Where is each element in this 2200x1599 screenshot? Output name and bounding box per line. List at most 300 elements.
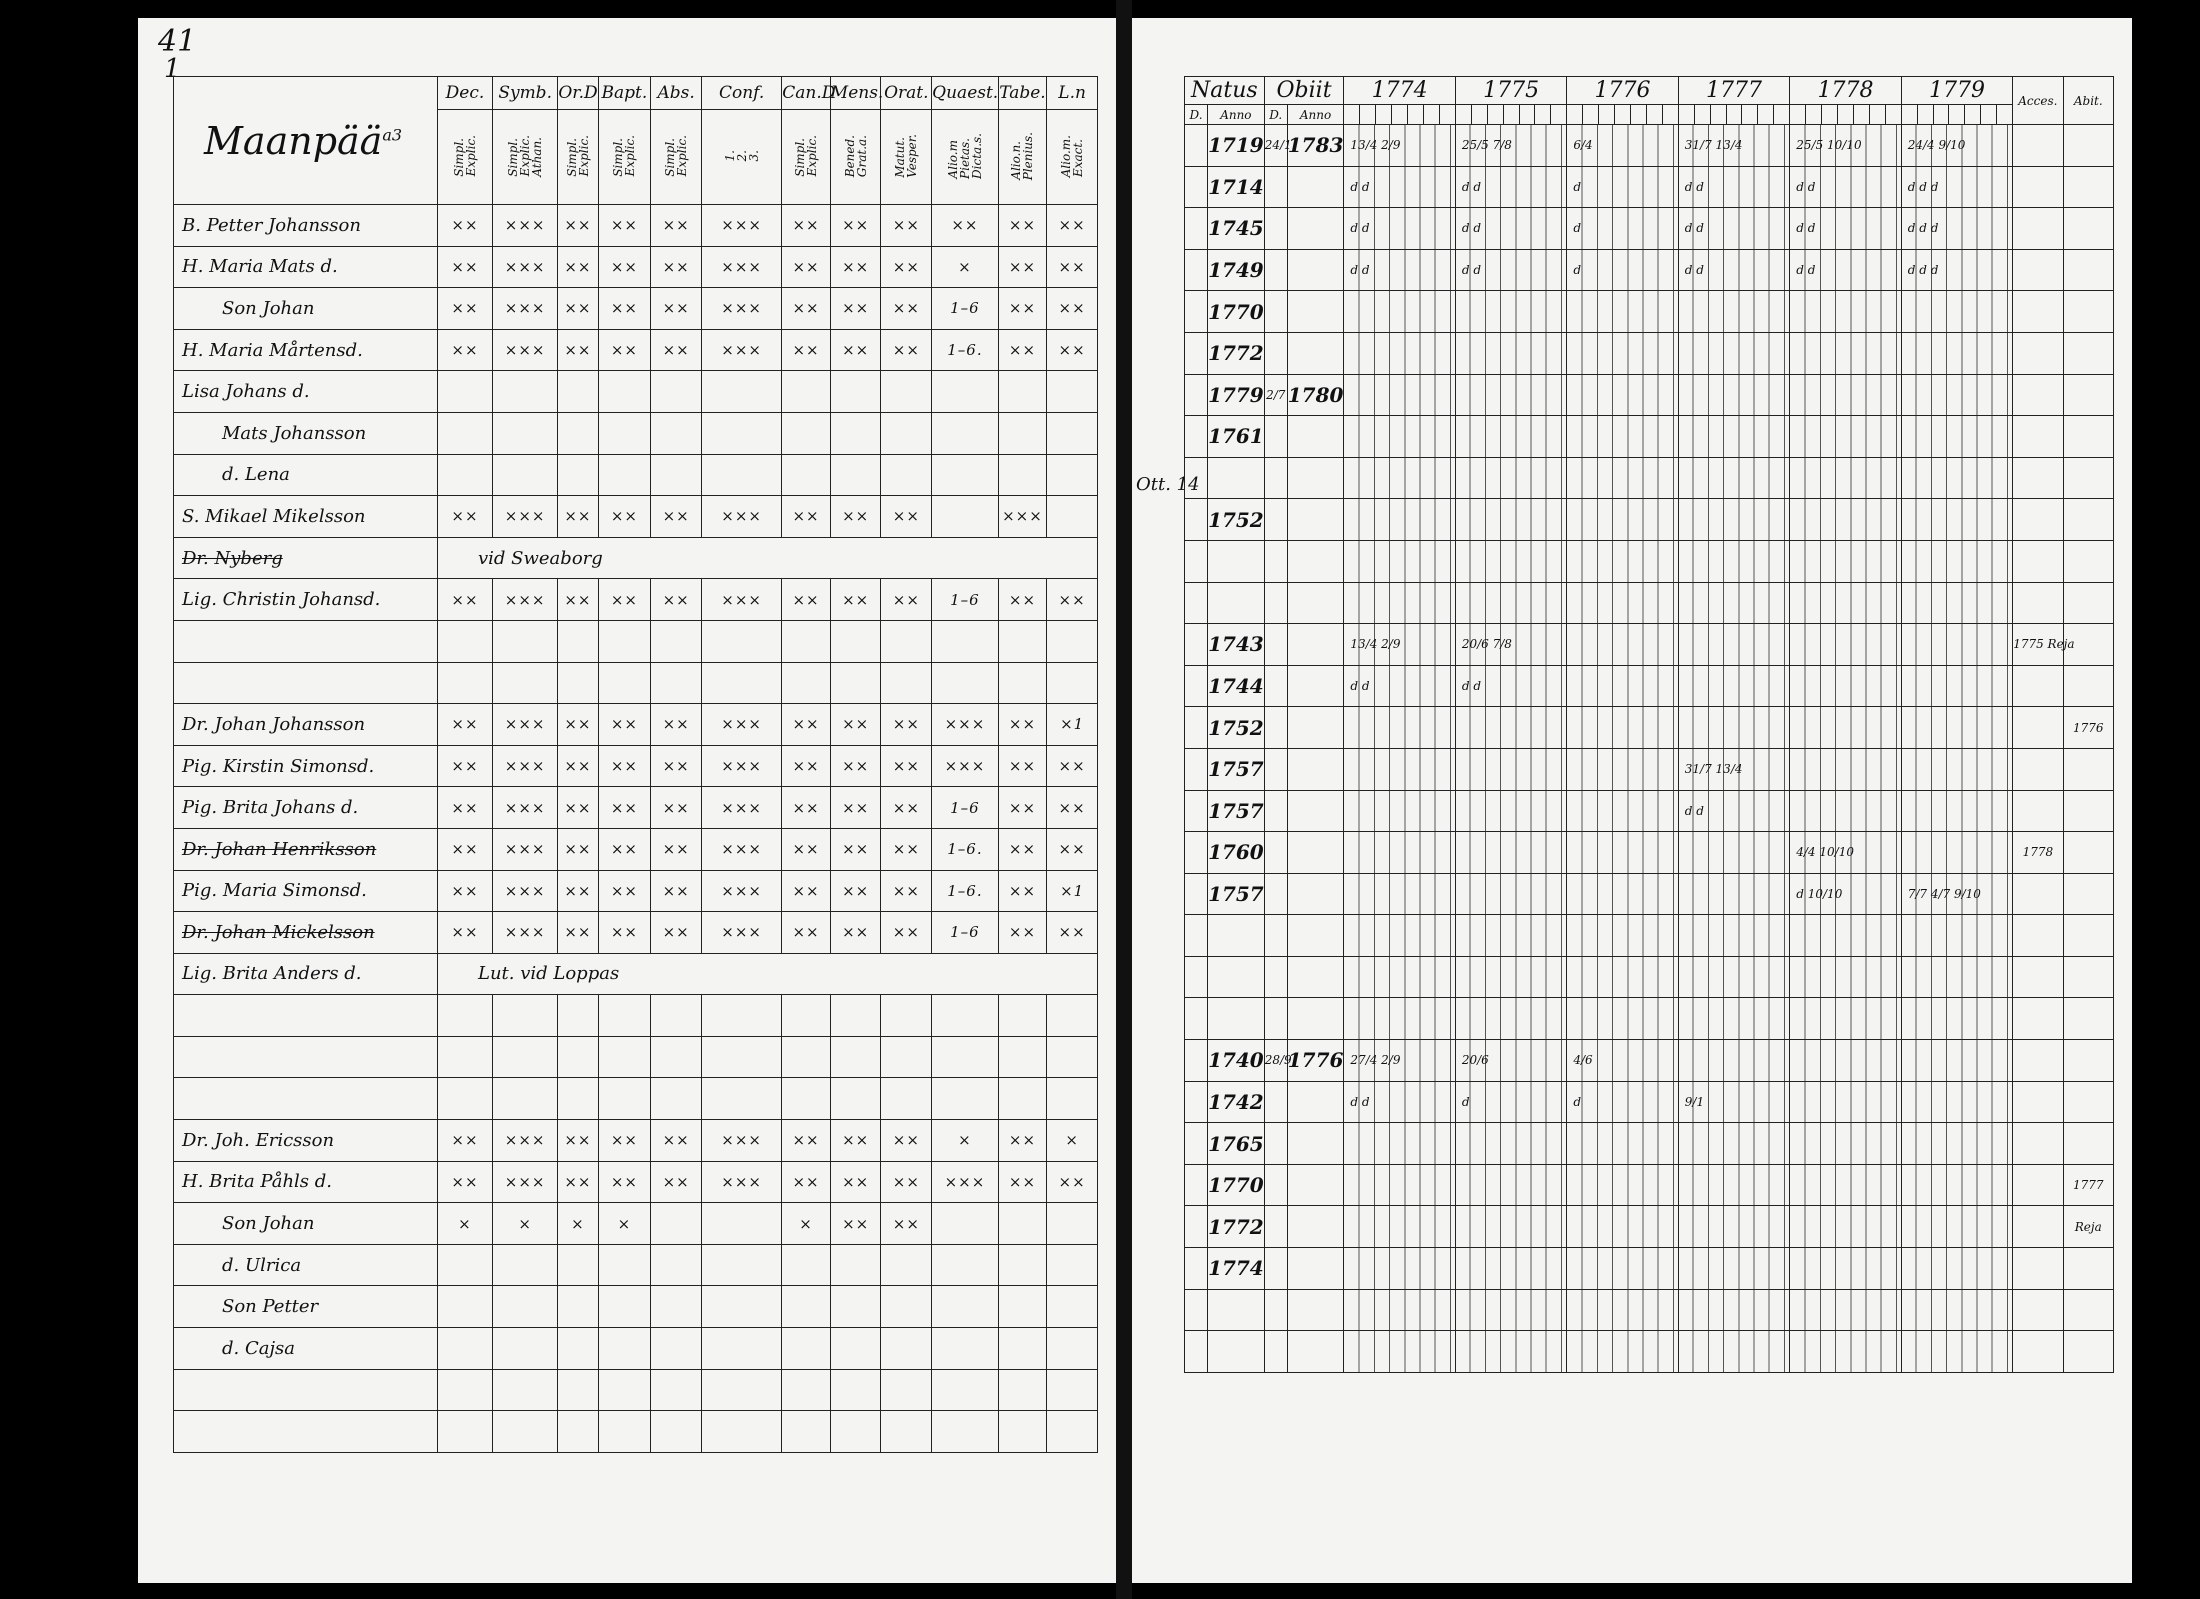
year-attendance [1567,499,1678,541]
year-attendance [1455,374,1566,416]
abiit-note [2063,291,2113,333]
abiit-note [2063,332,2113,374]
death-year [1287,1123,1344,1165]
year-subcolumn [1567,105,1583,125]
exam-mark [438,454,493,496]
year-attendance [1567,457,1678,499]
exam-mark [881,412,932,454]
year-attendance [1455,956,1566,998]
table-row [174,1036,1098,1078]
exam-mark [998,371,1047,413]
death-year [1287,416,1344,458]
birth-year: 1757 [1208,748,1265,790]
year-subcolumn [1423,105,1439,125]
year-subcolumn [1838,105,1854,125]
exam-mark: ×× [998,787,1047,829]
year-attendance: d d [1344,208,1455,250]
year-attendance [1567,582,1678,624]
abiit-note [2063,125,2113,167]
accessit-note [2013,249,2063,291]
table-row [1185,915,2114,957]
exam-mark [438,620,493,662]
exam-mark: × [438,1203,493,1245]
natus-day [1185,1206,1208,1248]
exam-mark [782,662,831,704]
exam-mark [651,1078,702,1120]
year-attendance [1678,873,1789,915]
exam-mark: ×× [830,329,881,371]
abiit-note [2063,748,2113,790]
year-attendance [1455,915,1566,957]
year-attendance [1455,1331,1566,1373]
death-day [1264,998,1287,1040]
exam-mark [598,620,651,662]
table-row [1185,416,2114,458]
year-attendance: 31/7 13/4 [1678,125,1789,167]
year-attendance [1344,998,1455,1040]
year-attendance [1790,707,1901,749]
year-attendance [1567,374,1678,416]
exam-mark: ×× [881,246,932,288]
accessit-note [2013,790,2063,832]
exam-mark [932,496,999,538]
year-attendance [1455,998,1566,1040]
year-attendance [1678,499,1789,541]
exam-mark: ×× [598,745,651,787]
year-subcolumn [1376,105,1392,125]
exam-mark [932,1286,999,1328]
year-attendance: d 10/10 [1790,873,1901,915]
exam-mark [998,1411,1047,1453]
death-day [1264,1164,1287,1206]
year-attendance [1901,457,2012,499]
exam-mark: × [558,1203,598,1245]
table-row [174,704,1098,746]
exam-mark [651,662,702,704]
exam-mark: ×× [830,870,881,912]
year-attendance [1790,1331,1901,1373]
exam-mark: ×× [1047,579,1098,621]
person-name: d. Ulrica [174,1244,438,1286]
exam-mark: ×× [782,496,831,538]
abiit-note [2063,1289,2113,1331]
exam-mark: ×× [1047,329,1098,371]
death-day [1264,291,1287,333]
obiit-header: Obiit [1264,77,1344,105]
exam-mark [830,662,881,704]
exam-mark [598,1286,651,1328]
exam-mark: ×× [881,1161,932,1203]
year-attendance [1567,790,1678,832]
person-name: d. Cajsa [174,1328,438,1370]
year-attendance [1901,956,2012,998]
exam-mark: ××× [492,745,557,787]
column-group-header: Mens. [830,77,881,110]
year-attendance: d d [1790,166,1901,208]
natus-day [1185,956,1208,998]
exam-mark: ×× [438,704,493,746]
birth-year: 1757 [1208,790,1265,832]
column-sub-header [932,110,999,205]
exam-mark: ×× [782,1120,831,1162]
exam-mark [1047,412,1098,454]
exam-mark: ×× [438,787,493,829]
exam-mark [492,995,557,1037]
sub-header-label: Dicta.s. [969,133,984,179]
death-day [1264,1081,1287,1123]
year-subcolumn [1646,105,1662,125]
death-day [1264,1289,1287,1331]
exam-mark: ×× [998,912,1047,954]
exam-mark [558,1078,598,1120]
year-attendance [1901,1289,2012,1331]
exam-mark: ××× [701,704,781,746]
exam-mark: ×× [782,579,831,621]
column-group-header: Or.D [558,77,598,110]
exam-mark [598,454,651,496]
column-sub-header [1047,110,1098,205]
exam-mark: ××× [701,870,781,912]
exam-mark [998,1369,1047,1411]
exam-mark: ×× [881,579,932,621]
sub-header-label: Alio.m [945,140,960,179]
abiit-note [2063,915,2113,957]
death-year [1287,956,1344,998]
abiit-note [2063,582,2113,624]
exam-mark [651,620,702,662]
death-year [1287,1248,1344,1290]
exam-mark: 1–6 [932,912,999,954]
exam-mark: ××× [701,205,781,247]
exam-mark [651,995,702,1037]
year-attendance [1567,748,1678,790]
year-attendance [1344,540,1455,582]
exam-mark: 1–6. [932,329,999,371]
exam-mark [998,412,1047,454]
year-attendance [1678,374,1789,416]
exam-mark [492,1286,557,1328]
year-attendance [1901,332,2012,374]
exam-mark: ×× [598,912,651,954]
sub-header-label: Explic. [623,135,638,177]
death-day [1264,832,1287,874]
exam-mark: ××× [701,1120,781,1162]
abiit-note [2063,416,2113,458]
exam-mark [701,371,781,413]
exam-mark [492,1328,557,1370]
exam-mark: ×× [558,579,598,621]
natus-day [1185,915,1208,957]
natus-day [1185,1289,1208,1331]
natus-day [1185,1164,1208,1206]
column-sub-header [598,110,651,205]
year-attendance [1901,540,2012,582]
abiit-note [2063,956,2113,998]
death-day [1264,1206,1287,1248]
year-attendance [1901,1206,2012,1248]
table-row [1185,624,2114,666]
year-attendance [1790,332,1901,374]
table-row [174,1203,1098,1245]
exam-mark: ××× [492,870,557,912]
exam-mark [881,1411,932,1453]
left-margin-note: Ott. 14 [1136,474,1200,495]
year-attendance: d d d [1901,249,2012,291]
table-row [1185,956,2114,998]
accessit-note [2013,665,2063,707]
exam-mark: ×× [782,246,831,288]
exam-mark [651,1411,702,1453]
year-attendance: 4/6 [1567,1040,1678,1082]
sub-header-label: Bened. [842,134,857,178]
birth-year [1208,998,1265,1040]
accessit-note: 1778 [2013,832,2063,874]
table-row [174,1411,1098,1453]
year-attendance [1344,832,1455,874]
exam-mark [651,1244,702,1286]
year-attendance [1567,707,1678,749]
exam-mark [598,1078,651,1120]
natus-day [1185,540,1208,582]
title-superscript: a3 [382,124,403,144]
year-attendance [1344,956,1455,998]
exam-mark: ×× [558,205,598,247]
exam-mark [881,1036,932,1078]
exam-mark [830,1328,881,1370]
abiit-note: 1776 [2063,707,2113,749]
year-attendance [1567,1248,1678,1290]
natus-day [1185,665,1208,707]
year-attendance [1790,291,1901,333]
exam-mark: ××× [701,496,781,538]
death-year [1287,790,1344,832]
abiit-header: Abit. [2063,77,2113,125]
year-attendance [1344,374,1455,416]
year-attendance: 25/5 10/10 [1790,125,1901,167]
year-attendance [1901,790,2012,832]
accessit-note [2013,291,2063,333]
sub-header-label: Vesper. [905,134,920,178]
person-name: Son Johan [174,1203,438,1245]
year-attendance [1790,665,1901,707]
year-attendance: d d [1455,208,1566,250]
exam-mark: ××× [998,496,1047,538]
column-group-header: Dec. [438,77,493,110]
table-row [174,787,1098,829]
exam-mark [651,1286,702,1328]
year-attendance: 7/7 4/7 9/10 [1901,873,2012,915]
exam-mark [492,620,557,662]
accessit-note [2013,1081,2063,1123]
death-year [1287,499,1344,541]
birth-year [1208,956,1265,998]
accessit-note [2013,1331,2063,1373]
year-subcolumn [1599,105,1615,125]
natus-day [1185,998,1208,1040]
year-subcolumn [1965,105,1981,125]
birth-year [1208,457,1265,499]
year-attendance: d d [1344,249,1455,291]
column-sub-header [830,110,881,205]
exam-mark [1047,1078,1098,1120]
accessit-note [2013,1123,2063,1165]
exam-mark [998,1036,1047,1078]
year-attendance [1567,873,1678,915]
left-page [138,18,1116,1583]
birth-year [1208,540,1265,582]
death-day [1264,332,1287,374]
birth-year: 1743 [1208,624,1265,666]
exam-mark [701,1411,781,1453]
person-name: B. Petter Johansson [174,205,438,247]
exam-mark [651,454,702,496]
column-sub-header [651,110,702,205]
exam-mark: ×× [998,246,1047,288]
exam-mark [651,1328,702,1370]
year-attendance [1790,956,1901,998]
death-year [1287,582,1344,624]
year-attendance: 27/4 2/9 [1344,1040,1455,1082]
year-attendance: 31/7 13/4 [1678,748,1789,790]
year-attendance [1901,1331,2012,1373]
exam-mark [598,1328,651,1370]
table-row [174,912,1098,954]
person-name: Son Johan [174,288,438,330]
catechism-register-table [173,76,1098,1453]
year-attendance [1567,416,1678,458]
death-day [1264,790,1287,832]
year-attendance [1790,540,1901,582]
table-row [174,870,1098,912]
exam-mark [932,662,999,704]
column-sub-header [558,110,598,205]
year-attendance [1901,291,2012,333]
natus-day [1185,1248,1208,1290]
year-subcolumn [1853,105,1869,125]
year-attendance [1678,1206,1789,1248]
death-year [1287,457,1344,499]
exam-mark: ×× [438,205,493,247]
exam-mark: ×× [558,496,598,538]
year-attendance [1790,790,1901,832]
year-attendance [1678,1289,1789,1331]
exam-mark: 1–6 [932,787,999,829]
year-attendance [1344,332,1455,374]
exam-mark [1047,620,1098,662]
year-attendance [1567,998,1678,1040]
exam-mark [998,620,1047,662]
year-attendance [1678,291,1789,333]
year-attendance [1344,748,1455,790]
exam-mark: ××× [492,1120,557,1162]
natus-anno-header: Anno [1208,105,1265,125]
year-attendance [1455,1206,1566,1248]
year-attendance [1901,665,2012,707]
exam-mark: ×× [438,579,493,621]
birth-year: 1719 [1208,125,1265,167]
exam-mark: ×× [782,870,831,912]
death-year [1287,208,1344,250]
column-group-header: Bapt. [598,77,651,110]
exam-mark: ×× [881,1203,932,1245]
exam-mark: ×× [881,205,932,247]
year-attendance [1455,540,1566,582]
exam-mark: ×× [558,870,598,912]
exam-mark: ×× [830,496,881,538]
exam-mark: ×× [1047,205,1098,247]
death-year [1287,998,1344,1040]
year-attendance: 25/5 7/8 [1455,125,1566,167]
year-attendance [1567,540,1678,582]
exam-mark: ××× [492,329,557,371]
exam-mark [598,995,651,1037]
sub-header-label: Pietas. [957,138,972,179]
abiit-note [2063,457,2113,499]
year-subcolumn [1662,105,1678,125]
exam-mark [830,1244,881,1286]
year-attendance: 9/1 [1678,1081,1789,1123]
exam-mark [881,1328,932,1370]
table-row [1185,1081,2114,1123]
abiit-note [2063,873,2113,915]
year-subcolumn [1917,105,1933,125]
year-attendance: d [1567,208,1678,250]
year-attendance [1901,1081,2012,1123]
page-subnumber: 1 [164,54,181,84]
death-day [1264,208,1287,250]
year-attendance [1567,1123,1678,1165]
column-sub-header [782,110,831,205]
year-attendance [1344,291,1455,333]
natus-day [1185,790,1208,832]
death-year [1287,1164,1344,1206]
exam-mark [558,620,598,662]
year-subcolumn [1471,105,1487,125]
exam-mark [438,1286,493,1328]
year-attendance [1790,748,1901,790]
year-attendance [1344,1289,1455,1331]
year-attendance [1455,416,1566,458]
year-attendance [1678,915,1789,957]
natus-day [1185,748,1208,790]
year-attendance [1790,374,1901,416]
year-attendance [1455,499,1566,541]
exam-mark [830,1078,881,1120]
exam-mark [558,1286,598,1328]
exam-mark [998,1328,1047,1370]
year-subcolumn [1822,105,1838,125]
right-page [1132,18,2132,1583]
natus-day [1185,1081,1208,1123]
natus-day [1185,332,1208,374]
death-year [1287,1206,1344,1248]
exam-mark [881,620,932,662]
year-attendance [1790,1040,1901,1082]
birth-year: 1770 [1208,1164,1265,1206]
exam-mark [651,412,702,454]
exam-mark: ×× [782,1161,831,1203]
exam-mark: ×× [881,288,932,330]
abiit-note [2063,1040,2113,1082]
death-day: 2/7 [1264,374,1287,416]
table-row [174,1244,1098,1286]
person-name: Dr. Johan Mickelsson [174,912,438,954]
exam-mark [782,371,831,413]
death-day [1264,249,1287,291]
birth-year: 1772 [1208,332,1265,374]
exam-mark: ×× [1047,1161,1098,1203]
accessit-note [2013,332,2063,374]
